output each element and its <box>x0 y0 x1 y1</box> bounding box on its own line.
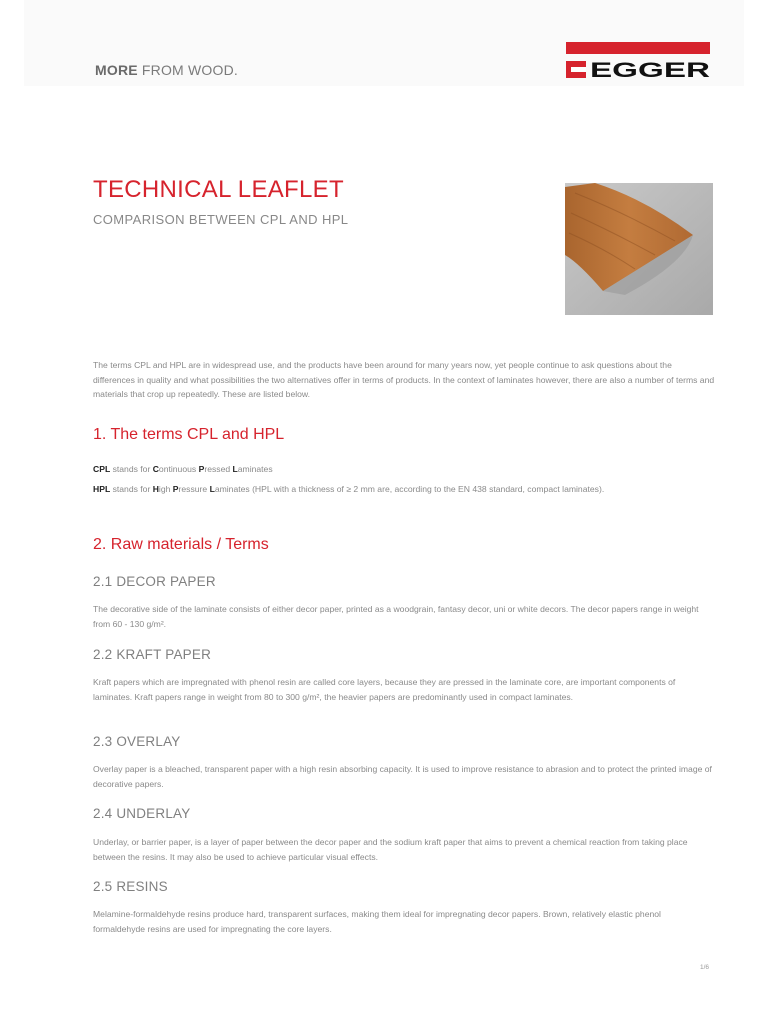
subsection-heading-resins: 2.5 RESINS <box>93 879 168 894</box>
subsection-text-overlay: Overlay paper is a bleached, transparent paper with a high resin absorbing capacity. It is used to improve resistance to abrasion and to protect the printed image of decorative papers. <box>93 764 712 789</box>
hpl-definition <box>93 483 715 495</box>
intro-paragraph: The terms CPL and HPL are in widespread use, and the products have been around for many years now, yet people continue to ask questions about the differences in quality and what possibilities the two alternatives offer in terms of products. In the context of laminates however, there are also a number of terms and materials that crop up repeatedly. These are listed below. <box>93 360 715 399</box>
cpl-initial-p: P <box>198 464 205 474</box>
cpl-word-2: ressed <box>204 464 233 474</box>
subsection-heading-decor-paper: 2.1 DECOR PAPER <box>93 574 216 589</box>
cpl-stands-for: stands for <box>110 464 153 474</box>
section-2-heading: 2. Raw materials / Terms <box>93 536 269 553</box>
hpl-stands-for: stands for <box>110 484 153 494</box>
subsection-heading-overlay: 2.3 OVERLAY <box>93 734 181 749</box>
hpl-initial-l: L <box>209 484 215 494</box>
subsection-heading-kraft-paper: 2.2 KRAFT PAPER <box>93 647 212 662</box>
cpl-definition <box>93 463 715 475</box>
tagline-rest: FROM WOOD. <box>137 62 238 78</box>
hpl-word-3: aminates <box>214 484 250 494</box>
tagline <box>95 62 238 78</box>
page-number: 1/6 <box>700 964 710 971</box>
cpl-word-3: aminates <box>237 464 273 474</box>
hpl-initial-h: H <box>152 484 159 494</box>
cpl-abbr: CPL <box>93 464 111 474</box>
subsection-text-resins: Melamine-formaldehyde resins produce hard, transparent surfaces, making them ideal for impregnating decor papers. Brown, relatively elastic phenol formaldehyde resins are used for impregnating the core layers. <box>93 909 661 934</box>
subsection-text-underlay: Underlay, or barrier paper, is a layer of paper between the decor paper and the sodium kraft paper that aims to prevent a chemical reaction from taking place between the resins. It may also be used to achieve particular visual effects. <box>93 837 688 862</box>
hpl-word-2: ressure <box>178 484 210 494</box>
egger-logo <box>566 42 712 78</box>
tagline-bold: MORE <box>95 62 138 78</box>
page-subtitle: COMPARISON BETWEEN CPL AND HPL <box>93 212 349 227</box>
cpl-initial-c: C <box>152 464 159 474</box>
logo-text: EGGER <box>590 59 710 78</box>
section-1-heading: 1. The terms CPL and HPL <box>93 426 285 443</box>
hpl-abbr: HPL <box>93 484 111 494</box>
subsection-text-decor-paper: The decorative side of the laminate consists of either decor paper, printed as a woodgrain, fantasy decor, uni or white decors. The decor papers range in weight from 60 - 130 g/m². <box>93 604 699 629</box>
subsection-heading-underlay: 2.4 UNDERLAY <box>93 806 191 821</box>
laminate-sample-image <box>565 183 713 315</box>
hpl-initial-p: P <box>172 484 179 494</box>
hpl-note: (HPL with a thickness of ≥ 2 mm are, according to the EN 438 standard, compact laminates). <box>249 484 605 494</box>
subsection-text-kraft-paper: Kraft papers which are impregnated with phenol resin are called core layers, because they are pressed in the laminate core, are important components of laminates. Kraft papers range in weight from 80 to 300 g/m², the heavier papers are predominantly used in compact laminates. <box>93 677 676 702</box>
page-title: TECHNICAL LEAFLET <box>93 176 344 203</box>
hpl-word-1: igh <box>158 484 173 494</box>
cpl-word-1: ontinuous <box>158 464 199 474</box>
cpl-initial-l: L <box>232 464 238 474</box>
